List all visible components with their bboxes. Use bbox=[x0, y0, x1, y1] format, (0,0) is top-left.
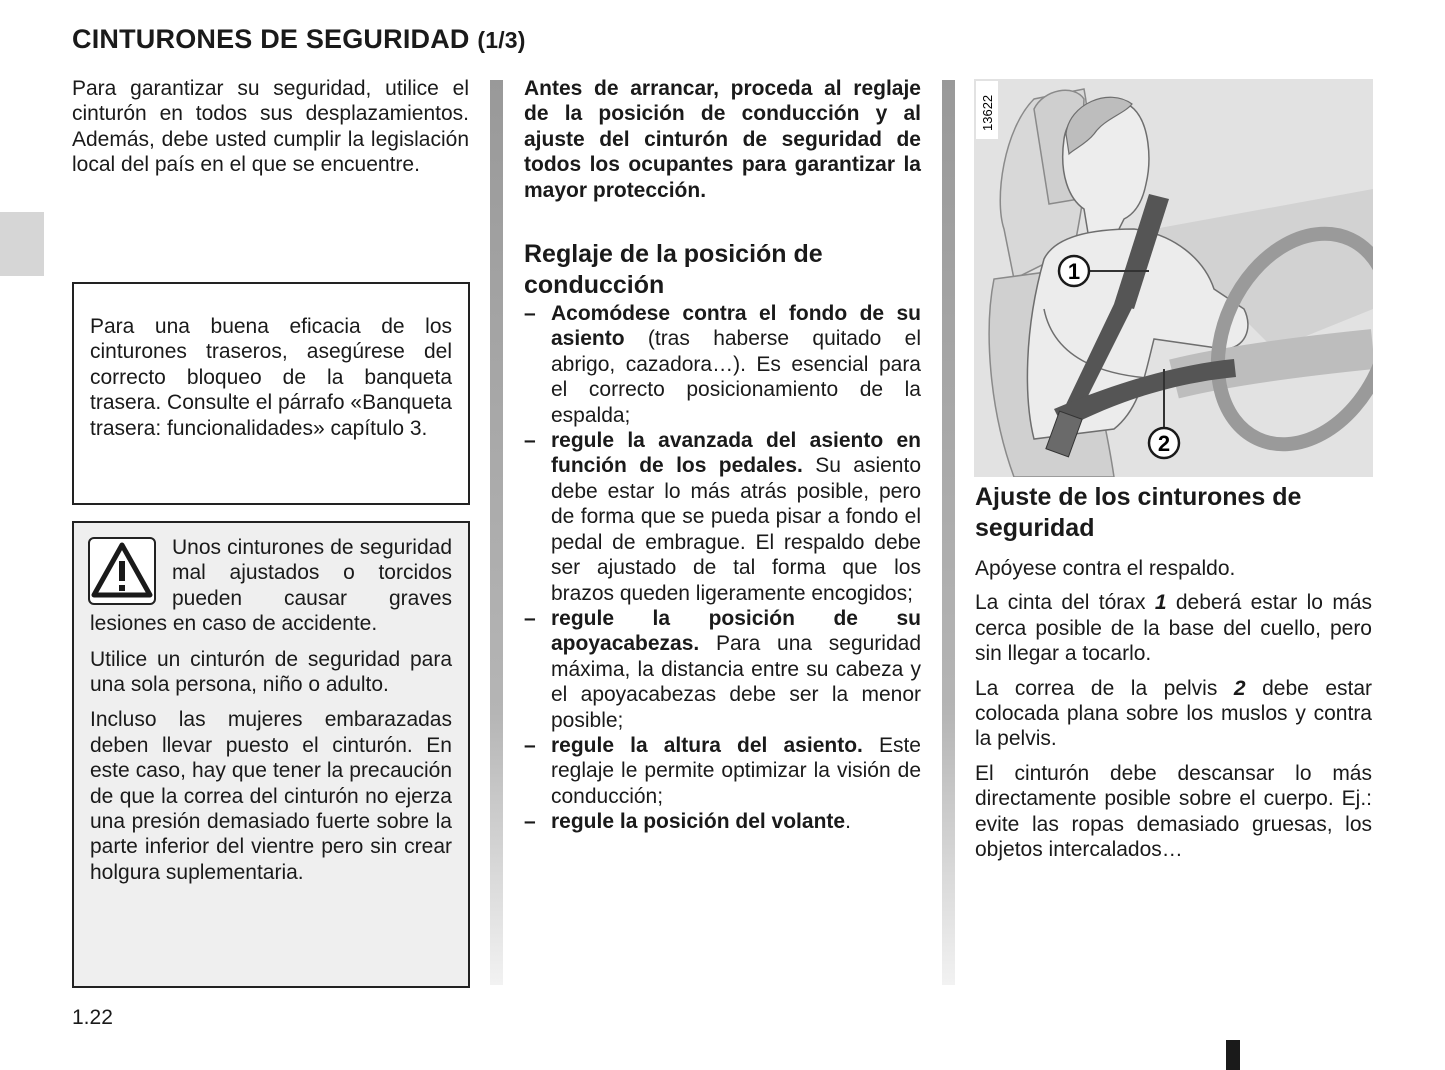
intro-paragraph: Para garantizar su seguridad, utilice el cinturón en todos sus desplazamientos. Además, debe usted cumplir la legislación local del país en el que se encuentre. bbox=[72, 77, 469, 177]
list-item bbox=[524, 301, 921, 428]
column-divider-right bbox=[942, 80, 955, 985]
list-item-bold: regule la posición de su apoyacabezas. bbox=[551, 606, 921, 656]
seatbelt-illustration bbox=[974, 79, 1373, 477]
warning-box bbox=[72, 521, 470, 988]
page-number: 1.22 bbox=[72, 1006, 113, 1029]
text-span: La correa de la pelvis bbox=[975, 676, 1234, 700]
text-span: debe estar colocada plana sobre los muslos y contra la pelvis. bbox=[975, 676, 1373, 751]
before-start-paragraph: Antes de arrancar, proceda al reglaje de la posición de conducción y al ajuste del cinturón de seguridad de todos los ocupantes para garantizar la mayor protección. bbox=[524, 77, 921, 202]
page-title-part: (1/3) bbox=[477, 27, 526, 53]
chapter-tab bbox=[0, 212, 44, 276]
column-divider-left bbox=[490, 80, 503, 985]
column-belt-adjustment bbox=[975, 482, 1372, 871]
warning-icon bbox=[88, 537, 156, 605]
list-item bbox=[524, 428, 921, 606]
reference-number: 1 bbox=[1154, 591, 1167, 615]
warning-text-2: Utilice un cinturón de seguridad para una sola persona, niño o adulto. bbox=[90, 647, 452, 697]
belt-paragraph-2 bbox=[975, 590, 1372, 666]
list-item-text: Para una seguridad máxima, la distancia entre su cabeza y el apoyacabezas debe ser la menor posible; bbox=[551, 632, 921, 732]
text-span: La cinta del tórax bbox=[975, 591, 1155, 615]
belt-paragraph-4: El cinturón debe descansar lo más directamente posible sobre el cuerpo. Ej.: evite las ropas demasiado gruesas, los objetos intercalados… bbox=[975, 761, 1372, 862]
list-item bbox=[524, 809, 921, 834]
belt-paragraph-3 bbox=[975, 676, 1372, 752]
text-span: deberá estar lo más cerca posible de la base del cuello, pero sin llegar a tocarlo. bbox=[975, 591, 1373, 666]
page-edge-marker bbox=[1226, 1040, 1240, 1070]
column-driving-position bbox=[524, 76, 921, 835]
section-heading-driving-position: Reglaje de la posición de conducción bbox=[524, 240, 823, 300]
note-box bbox=[72, 282, 470, 505]
list-item-bold: regule la avanzada del asiento en función de los pedales. bbox=[551, 429, 921, 478]
belt-paragraph-1: Apóyese contra el respaldo. bbox=[975, 557, 1236, 580]
note-text: Para una buena eficacia de los cinturones traseros, asegúrese del correcto bloqueo de la banqueta trasera. Consulte el párrafo «Banqueta trasera: funcionalidades» capítulo 3. bbox=[90, 315, 452, 440]
list-item-bold: Acomódese contra el fondo de su asiento bbox=[551, 302, 921, 351]
figure-code: 13622 bbox=[980, 94, 995, 131]
list-item-text: Este reglaje le permite optimizar la visión de conducción; bbox=[551, 733, 921, 808]
callout-label-2: 2 bbox=[1157, 431, 1171, 456]
adjustment-list bbox=[524, 301, 921, 835]
page-title-main: CINTURONES DE SEGURIDAD bbox=[72, 24, 470, 54]
list-item-text: . bbox=[845, 810, 851, 834]
list-item bbox=[524, 606, 921, 733]
page-title bbox=[72, 24, 526, 55]
reference-number: 2 bbox=[1233, 676, 1246, 700]
list-item bbox=[524, 733, 921, 809]
list-item-bold: regule la altura del asiento. bbox=[551, 733, 863, 757]
warning-text-3: Incluso las mujeres embarazadas deben llevar puesto el cinturón. En este caso, hay que tener la precaución de que la correa del cinturón no ejerza una presión demasiado fuerte sobre la parte inferior del vientre pero sin crear holgura suplementaria. bbox=[90, 708, 452, 884]
list-item-bold: regule la posición del volante bbox=[551, 810, 846, 834]
section-heading-belt-adjustment: Ajuste de los cinturones de seguridad bbox=[975, 483, 1302, 542]
list-item-text: (tras haberse quitado el abrigo, cazadora…). Es esencial para el correcto posicionamiento de la espalda; bbox=[551, 327, 921, 427]
warning-text-1: Unos cinturones de seguridad mal ajustados o torcidos pueden causar graves lesiones en caso de accidente. bbox=[90, 536, 452, 636]
callout-label-1: 1 bbox=[1067, 259, 1081, 284]
list-item-text: Su asiento debe estar lo más atrás posible, pero de forma que se pueda pisar a fondo el pedal de embrague. El respaldo debe ser ajustado de tal forma que los brazos queden ligeramente encogidos; bbox=[551, 454, 921, 605]
